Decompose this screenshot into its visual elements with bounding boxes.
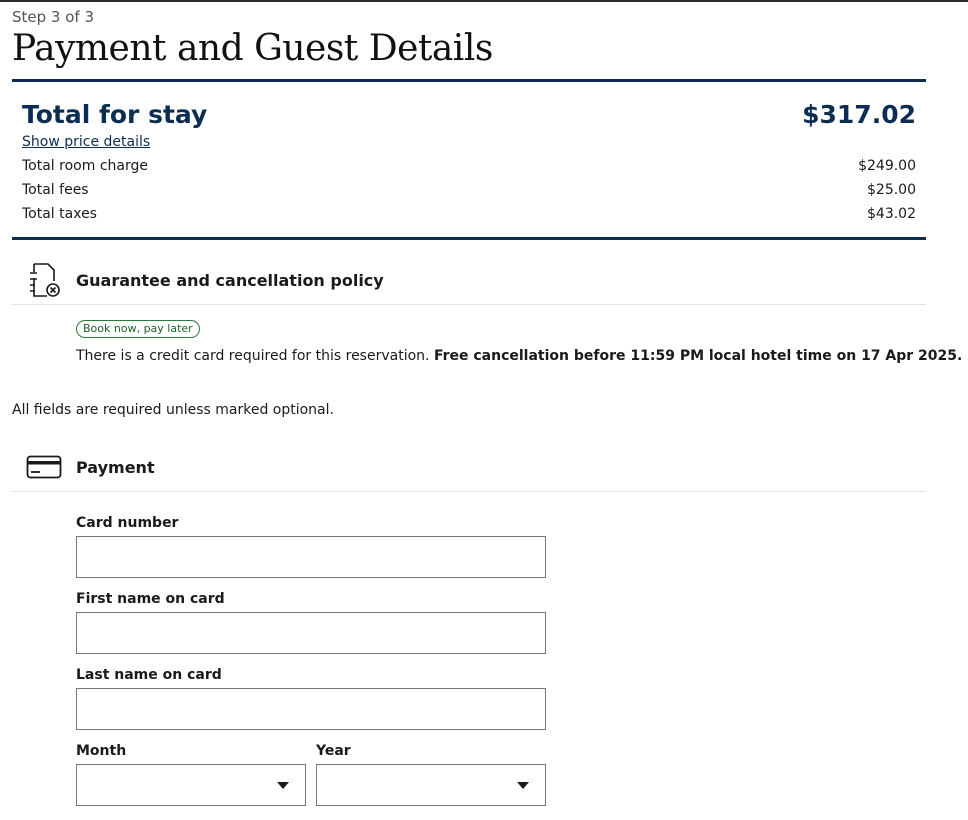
payment-section-header xyxy=(12,445,926,492)
price-line-amount: $43.02 xyxy=(867,206,916,222)
credit-card-icon xyxy=(26,455,62,483)
top-border xyxy=(0,0,968,2)
month-select[interactable] xyxy=(76,764,306,806)
policy-text: There is a credit card required for this reservation. xyxy=(76,348,430,364)
month-label: Month xyxy=(76,743,127,759)
total-for-stay-label: Total for stay xyxy=(22,100,208,129)
last-name-label: Last name on card xyxy=(76,667,222,683)
page-title: Payment and Guest Details xyxy=(12,28,493,69)
payment-section-title: Payment xyxy=(76,458,155,477)
policy-bold-text: Free cancellation before 11:59 PM local hotel time on 17 Apr 2025. xyxy=(433,348,963,364)
price-line-room xyxy=(22,158,916,178)
policy-section-header xyxy=(12,258,926,305)
price-line-amount: $25.00 xyxy=(867,182,916,198)
required-fields-note: All fields are required unless marked optional. xyxy=(12,402,334,418)
card-number-input[interactable] xyxy=(76,536,546,578)
price-line-fees xyxy=(22,182,916,202)
policy-section-title: Guarantee and cancellation policy xyxy=(76,271,384,290)
step-indicator: Step 3 of 3 xyxy=(12,8,95,26)
chevron-down-icon xyxy=(277,782,289,789)
document-cancel-icon xyxy=(26,262,62,302)
year-select[interactable] xyxy=(316,764,546,806)
total-for-stay-amount: $317.02 xyxy=(802,100,916,129)
price-summary xyxy=(12,79,926,240)
price-line-label: Total fees xyxy=(22,182,89,198)
price-line-amount: $249.00 xyxy=(858,158,916,174)
chevron-down-icon xyxy=(517,782,529,789)
price-line-label: Total taxes xyxy=(22,206,97,222)
first-name-input[interactable] xyxy=(76,612,546,654)
year-label: Year xyxy=(316,743,351,759)
book-now-pay-later-badge: Book now, pay later xyxy=(76,320,200,338)
show-price-details-link[interactable]: Show price details xyxy=(22,134,151,150)
cancellation-policy-text xyxy=(76,348,962,364)
card-number-label: Card number xyxy=(76,515,179,531)
last-name-input[interactable] xyxy=(76,688,546,730)
price-line-label: Total room charge xyxy=(22,158,148,174)
first-name-label: First name on card xyxy=(76,591,225,607)
price-line-taxes xyxy=(22,206,916,226)
